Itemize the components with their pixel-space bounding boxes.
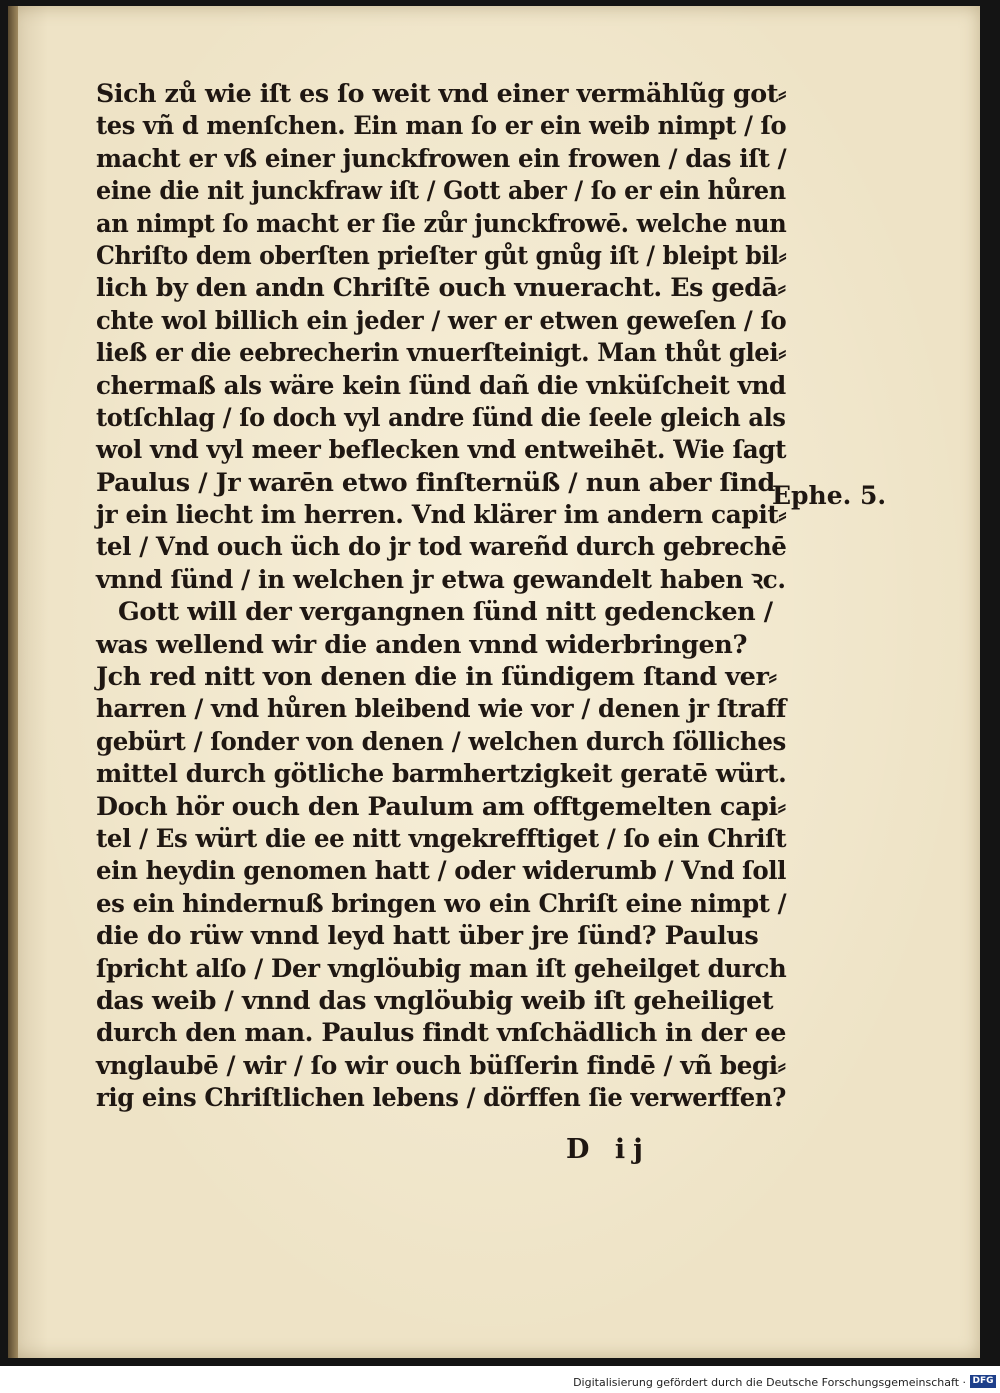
text-line: tel / Vnd ouch üch do jr tod wareñd durch gebrechē <box>96 532 787 563</box>
text-line: Sich zů wie iſt es ſo weit vnd einer vermählũg got⸗ <box>96 79 787 109</box>
text-line: es ein hindernuß bringen wo ein Chriſt eine nimpt / <box>96 888 787 919</box>
text-line: die do rüw vnnd leyd hatt über jre ſünd? Paulus <box>96 921 759 952</box>
text-line-paragraph-start: Gott will der vergangnen ſünd nitt gedencken / <box>118 597 773 628</box>
text-line: chermaß als wäre kein ſünd dañ die vnküſcheit vnd <box>96 370 786 401</box>
text-line: rig eins Chriſtlichen lebens / dörffen ſie verwerffen? <box>96 1083 786 1114</box>
text-line: chte wol billich ein jeder / wer er etwen geweſen / ſo <box>96 305 787 336</box>
marginal-note: Ephe. 5. <box>772 481 887 510</box>
text-line: mittel durch götliche barmhertzigkeit geratē würt. <box>96 759 787 790</box>
text-line: tel / Es würt die ee nitt vngekrefftiget / ſo ein Chriſt <box>96 823 787 854</box>
text-line: totſchlag / ſo doch vyl andre ſünd die ſeele gleich als <box>96 402 786 433</box>
text-line: tes vñ d menſchen. Ein man ſo er ein weib nimpt / ſo <box>96 111 787 142</box>
text-line: jr ein liecht im herren. Vnd klärer im andern capit⸗ <box>96 500 787 531</box>
text-line: wol vnd vyl meer beflecken vnd entweihēt. Wie ſagt <box>96 435 787 466</box>
text-line: eine die nit junckfraw iſt / Gott aber / ſo er ein hůren <box>96 176 786 207</box>
text-line: Paulus / Jr warēn etwo finſternüß / nun aber ſind <box>96 467 775 498</box>
text-line: ließ er die eebrecherin vnuerſteinigt. Man thůt glei⸗ <box>96 338 786 369</box>
text-line: Jch red nitt von denen die in ſündigem ſtand ver⸗ <box>96 662 777 693</box>
text-line: Chriſto dem oberſten prieſter gůt gnůg iſt / bleipt bil⸗ <box>96 240 787 271</box>
text-block <box>96 78 786 1115</box>
text-line: an nimpt ſo macht er ſie zůr junckfrowē. welche nun <box>96 208 787 239</box>
text-line: vnglaubē / wir / ſo wir ouch büſſerin findē / vñ begi⸗ <box>96 1050 786 1081</box>
text-line: harren / vnd hůren bleibend wie vor / denen jr ſtraff <box>96 694 787 725</box>
text-line: gebürt / ſonder von denen / welchen durch ſölliches <box>96 726 786 757</box>
text-line: durch den man. Paulus findt vnſchädlich in der ee <box>96 1018 787 1049</box>
funding-credit: Digitalisierung gefördert durch die Deutsche Forschungsgemeinschaft · <box>573 1376 966 1389</box>
text-line: lich by den andn Chriſtē ouch vnueracht. Es gedā⸗ <box>96 273 786 304</box>
dfg-logo: DFG <box>970 1375 996 1388</box>
text-line: ſpricht alſo / Der vnglöubig man iſt geheilget durch <box>96 953 787 984</box>
text-line: macht er vß einer junckfrowen ein frowen / das iſt / <box>96 143 787 174</box>
text-line: was wellend wir die anden vnnd widerbringen? <box>96 629 747 660</box>
text-line: das weib / vnnd das vnglöubig weib iſt geheiliget <box>96 985 774 1016</box>
text-line: Doch hör ouch den Paulum am offtgemelten capi⸗ <box>96 791 786 822</box>
text-line: ein heydin genomen hatt / oder widerumb / Vnd ſoll <box>96 856 787 887</box>
signature-mark: D ij <box>566 1134 651 1165</box>
page-gutter <box>8 6 18 1358</box>
text-line: vnnd ſünd / in welchen jr etwa gewandelt haben ꝛc. <box>96 564 786 595</box>
